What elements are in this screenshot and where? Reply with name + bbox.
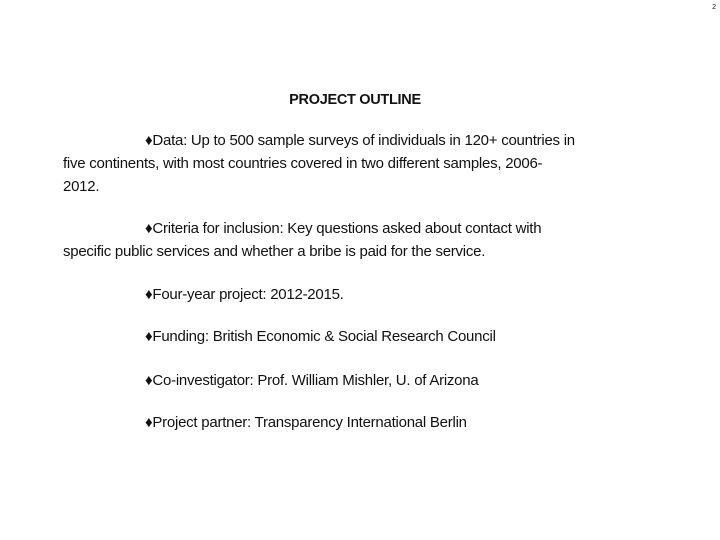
diamond-bullet-icon: ♦ xyxy=(145,372,153,389)
bullet-item-co-investigator: ♦Co-investigator: Prof. William Mishler, U. of Arizona xyxy=(145,372,479,389)
bullet-item-project-duration: ♦Four-year project: 2012-2015. xyxy=(145,286,344,303)
bullet-item-project-partner: ♦Project partner: Transparency International Berlin xyxy=(145,414,467,431)
item-line: ♦Data: Up to 500 sample surveys of individuals in 120+ countries in xyxy=(145,132,575,149)
diamond-bullet-icon: ♦ xyxy=(145,328,153,345)
item-line: 2012. xyxy=(63,178,100,195)
diamond-bullet-icon: ♦ xyxy=(145,414,153,431)
bullet-item-funding: ♦Funding: British Economic & Social Research Council xyxy=(145,328,496,345)
diamond-bullet-icon: ♦ xyxy=(145,286,153,303)
diamond-bullet-icon: ♦ xyxy=(145,220,153,237)
item-line: specific public services and whether a bribe is paid for the service. xyxy=(63,243,486,260)
item-line: five continents, with most countries covered in two different samples, 2006- xyxy=(63,155,543,172)
page-number: 2 xyxy=(712,4,716,11)
diamond-bullet-icon: ♦ xyxy=(145,132,153,149)
page-title: PROJECT OUTLINE xyxy=(289,92,421,108)
item-line: ♦Criteria for inclusion: Key questions asked about contact with xyxy=(145,220,542,237)
